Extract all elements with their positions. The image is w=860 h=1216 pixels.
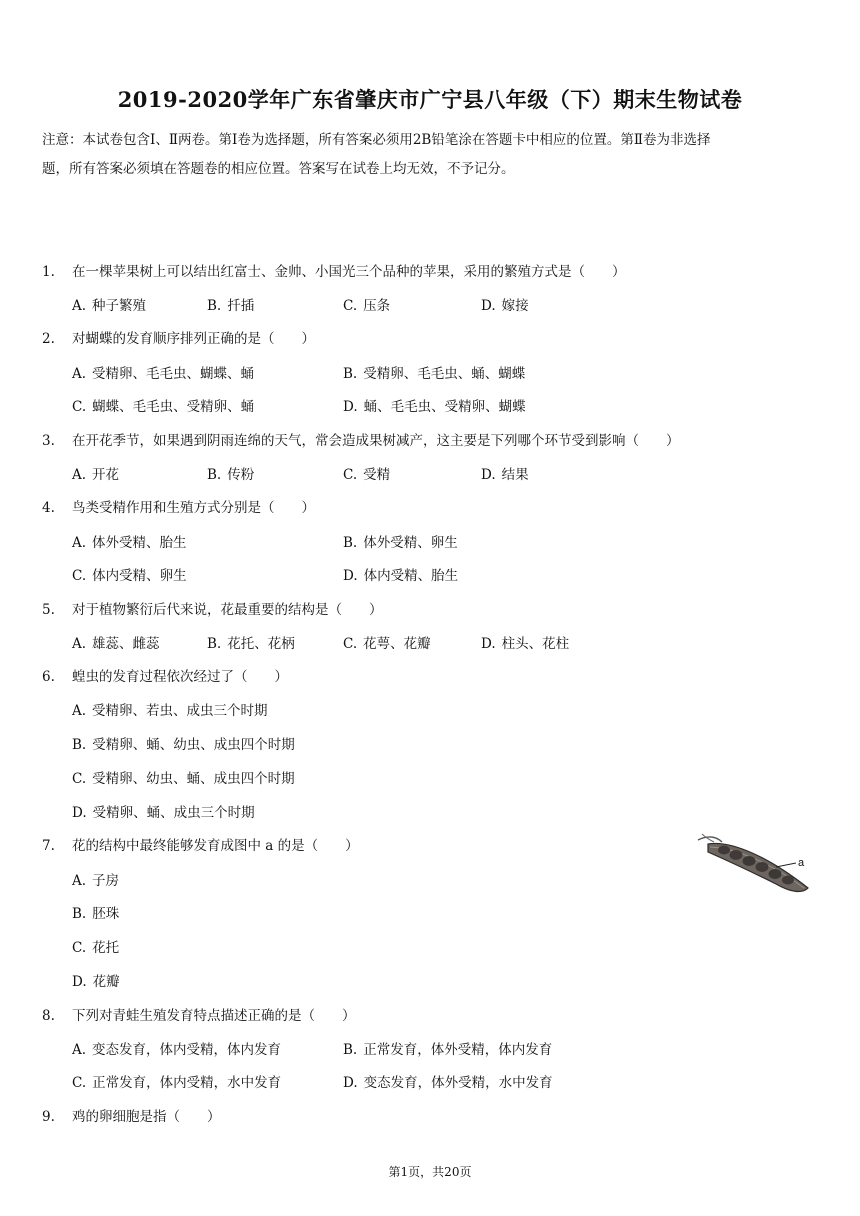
option-label: D. [72, 805, 87, 821]
q4-option-b[interactable] [343, 533, 458, 553]
option-label: B. [207, 467, 222, 483]
option-text: 受精卵、蛹、成虫三个时期 [92, 805, 255, 821]
option-label: A. [72, 636, 87, 652]
question-7 [42, 836, 359, 856]
notice-line-1: 注意：本试卷包含Ⅰ、Ⅱ两卷。第Ⅰ卷为选择题，所有答案必须用2B铅笔涂在答题卡中相应的位置。第Ⅱ卷为非选择 [42, 132, 711, 148]
option-label: D. [343, 1075, 358, 1091]
option-label: C. [343, 636, 358, 652]
q1-option-c[interactable] [343, 296, 390, 316]
q3-option-a[interactable] [72, 465, 119, 485]
question-text: 在开花季节，如果遇到阴雨连绵的天气，常会造成果树减产，这主要是下列哪个环节受到影响（ ） [72, 433, 680, 449]
q6-option-a[interactable] [72, 701, 268, 721]
exam-notice [42, 126, 822, 184]
q7-option-a[interactable] [72, 871, 119, 891]
question-5 [42, 600, 383, 620]
q2-option-b[interactable] [343, 364, 525, 384]
option-text: 种子繁殖 [92, 298, 147, 314]
question-number: 7. [42, 838, 55, 854]
option-label: B. [207, 298, 222, 314]
q7-option-b[interactable] [72, 904, 119, 924]
option-label: C. [72, 1075, 87, 1091]
option-text: 扦插 [227, 298, 255, 314]
option-label: A. [72, 366, 87, 382]
option-label: C. [72, 940, 87, 956]
q8-option-c[interactable] [72, 1073, 281, 1093]
option-label: C. [72, 568, 87, 584]
option-label: C. [343, 298, 358, 314]
q5-option-b[interactable] [207, 634, 295, 654]
question-text: 鸟类受精作用和生殖方式分别是（ ） [72, 500, 315, 516]
q7-option-d[interactable] [72, 972, 120, 992]
option-label: C. [343, 467, 358, 483]
option-label: B. [207, 636, 222, 652]
option-text: 受精卵、毛毛虫、蛹、蝴蝶 [363, 366, 526, 382]
option-label: C. [72, 771, 87, 787]
option-text: 压条 [363, 298, 391, 314]
question-number: 2. [42, 331, 55, 347]
pea-pod-figure [692, 830, 820, 902]
q1-option-b[interactable] [207, 296, 254, 316]
question-2 [42, 329, 315, 349]
q1-option-d[interactable] [481, 296, 529, 316]
q6-option-c[interactable] [72, 769, 295, 789]
option-label: D. [343, 399, 358, 415]
question-text: 对于植物繁衍后代来说，花最重要的结构是（ ） [72, 602, 383, 618]
q6-option-d[interactable] [72, 803, 255, 823]
option-label: B. [343, 366, 358, 382]
option-text: 体外受精、胎生 [92, 535, 187, 551]
q6-option-b[interactable] [72, 735, 295, 755]
option-text: 变态发育，体内受精，体内发育 [92, 1042, 282, 1058]
figure-label-a: a [798, 857, 805, 869]
option-text: 结果 [501, 467, 529, 483]
option-text: 变态发育，体外受精，水中发育 [363, 1075, 553, 1091]
question-text: 鸡的卵细胞是指（ ） [72, 1109, 221, 1125]
option-text: 受精卵、幼虫、蛹、成虫四个时期 [92, 771, 295, 787]
option-text: 子房 [92, 873, 120, 889]
question-6 [42, 667, 288, 687]
option-text: 嫁接 [501, 298, 529, 314]
q3-option-b[interactable] [207, 465, 254, 485]
option-text: 花瓣 [92, 974, 120, 990]
option-text: 体外受精、卵生 [363, 535, 458, 551]
q1-option-a[interactable] [72, 296, 146, 316]
option-label: D. [481, 636, 496, 652]
question-text: 蝗虫的发育过程依次经过了（ ） [72, 669, 288, 685]
pea-pod-icon [698, 834, 808, 891]
q8-option-b[interactable] [343, 1040, 552, 1060]
question-number: 5. [42, 602, 55, 618]
question-text: 对蝴蝶的发育顺序排列正确的是（ ） [72, 331, 315, 347]
q2-option-a[interactable] [72, 364, 254, 384]
question-3 [42, 431, 680, 451]
option-label: D. [72, 974, 87, 990]
option-text: 受精卵、若虫、成虫三个时期 [92, 703, 268, 719]
option-text: 花托、花柄 [227, 636, 295, 652]
option-text: 受精卵、蛹、幼虫、成虫四个时期 [92, 737, 295, 753]
option-label: D. [481, 298, 496, 314]
q5-option-d[interactable] [481, 634, 569, 654]
option-text: 蝴蝶、毛毛虫、受精卵、蛹 [92, 399, 255, 415]
option-text: 开花 [92, 467, 120, 483]
question-text: 在一棵苹果树上可以结出红富士、金帅、小国光三个品种的苹果，采用的繁殖方式是（ ） [72, 264, 626, 280]
option-label: A. [72, 703, 87, 719]
exam-title: 2019-2020学年广东省肇庆市广宁县八年级（下）期末生物试卷 [117, 87, 743, 112]
option-label: B. [343, 1042, 358, 1058]
option-text: 胚珠 [92, 906, 120, 922]
option-text: 受精 [363, 467, 391, 483]
option-label: D. [343, 568, 358, 584]
option-text: 蛹、毛毛虫、受精卵、蝴蝶 [363, 399, 526, 415]
option-label: B. [72, 737, 87, 753]
option-text: 体内受精、胎生 [363, 568, 459, 584]
option-text: 受精卵、毛毛虫、蝴蝶、蛹 [92, 366, 255, 382]
question-number: 3. [42, 433, 55, 449]
question-number: 1. [42, 264, 55, 280]
option-text: 柱头、花柱 [501, 636, 570, 652]
option-text: 花托 [92, 940, 120, 956]
notice-line-2: 题，所有答案必须填在答题卷的相应位置。答案写在试卷上均无效，不予记分。 [42, 161, 515, 177]
option-label: D. [481, 467, 496, 483]
option-text: 雄蕊、雌蕊 [92, 636, 160, 652]
question-1 [42, 262, 626, 282]
question-9 [42, 1107, 221, 1127]
option-label: C. [72, 399, 87, 415]
q5-option-c[interactable] [343, 634, 431, 654]
question-number: 6. [42, 669, 55, 685]
question-number: 8. [42, 1008, 55, 1024]
option-text: 花萼、花瓣 [363, 636, 431, 652]
q3-option-c[interactable] [343, 465, 390, 485]
option-label: B. [343, 535, 358, 551]
question-4 [42, 498, 315, 518]
option-text: 正常发育，体外受精，体内发育 [363, 1042, 553, 1058]
q7-option-c[interactable] [72, 938, 119, 958]
option-label: A. [72, 873, 87, 889]
question-8 [42, 1006, 356, 1026]
option-label: A. [72, 1042, 87, 1058]
question-text: 花的结构中最终能够发育成图中 a 的是（ ） [72, 838, 359, 854]
option-text: 正常发育，体内受精，水中发育 [92, 1075, 282, 1091]
option-label: A. [72, 298, 87, 314]
option-label: A. [72, 535, 87, 551]
question-number: 9. [42, 1109, 55, 1125]
question-number: 4. [42, 500, 55, 516]
q2-option-c[interactable] [72, 397, 254, 417]
page-footer: 第1页，共20页 [388, 1165, 472, 1179]
q4-option-d[interactable] [343, 566, 458, 586]
option-text: 传粉 [227, 467, 255, 483]
q4-option-a[interactable] [72, 533, 187, 553]
q4-option-c[interactable] [72, 566, 187, 586]
q8-option-d[interactable] [343, 1073, 553, 1093]
question-text: 下列对青蛙生殖发育特点描述正确的是（ ） [72, 1008, 356, 1024]
q5-option-a[interactable] [72, 634, 160, 654]
q8-option-a[interactable] [72, 1040, 281, 1060]
q3-option-d[interactable] [481, 465, 529, 485]
option-label: B. [72, 906, 87, 922]
option-label: A. [72, 467, 87, 483]
option-text: 体内受精、卵生 [92, 568, 187, 584]
q2-option-d[interactable] [343, 397, 526, 417]
